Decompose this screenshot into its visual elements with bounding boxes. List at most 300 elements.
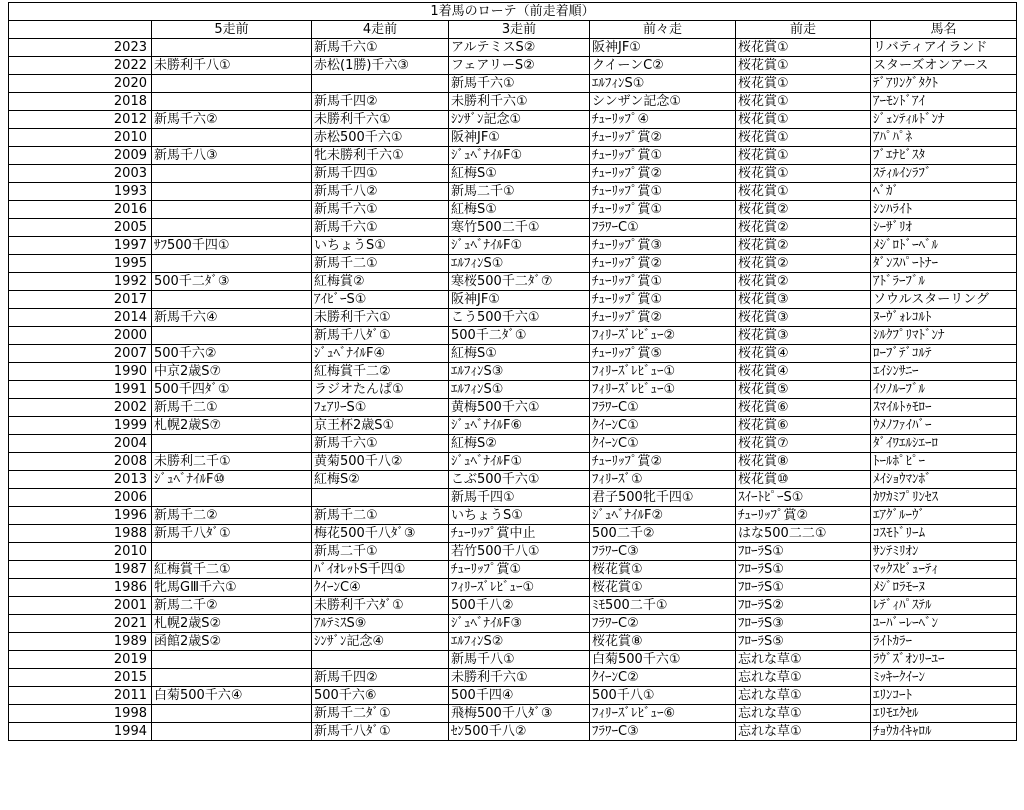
- race-4-cell[interactable]: 新馬二千①: [312, 543, 449, 561]
- race-3-cell[interactable]: 阪神JF①: [449, 129, 590, 147]
- horse-name-cell[interactable]: ﾁｮｳｶｲｷｬﾛﾙ: [871, 723, 1017, 741]
- race-5-cell[interactable]: 新馬千二②: [152, 507, 312, 525]
- horse-name-cell[interactable]: ﾃﾞｱﾘﾝｸﾞﾀｸﾄ: [871, 75, 1017, 93]
- race-3-cell[interactable]: 紅梅S①: [449, 345, 590, 363]
- race-4-cell[interactable]: 新馬千八ﾀﾞ①: [312, 327, 449, 345]
- race-5-cell[interactable]: 札幌2歳S⑦: [152, 417, 312, 435]
- race-1-cell[interactable]: 桜花賞⑥: [736, 417, 871, 435]
- race-4-cell[interactable]: 新馬千六①: [312, 39, 449, 57]
- year-cell[interactable]: 1991: [9, 381, 152, 399]
- table-row: [9, 363, 1017, 381]
- race-3-cell[interactable]: ｴﾙﾌｨﾝS①: [449, 255, 590, 273]
- table-row: [9, 453, 1017, 471]
- horse-name-cell[interactable]: ｲｿﾉﾙｰﾌﾞﾙ: [871, 381, 1017, 399]
- table-row: [9, 111, 1017, 129]
- race-5-before-header[interactable]: 5走前: [152, 21, 312, 39]
- horse-name-cell[interactable]: ｴﾘﾓｴｸｾﾙ: [871, 705, 1017, 723]
- year-cell[interactable]: 2017: [9, 291, 152, 309]
- race-3-cell[interactable]: ｼﾞｭﾍﾞﾅｲﾙF①: [449, 237, 590, 255]
- race-4-cell[interactable]: [312, 489, 449, 507]
- race-5-cell[interactable]: ｼﾞｭﾍﾞﾅｲﾙF⑩: [152, 471, 312, 489]
- race-1-cell[interactable]: 桜花賞⑤: [736, 381, 871, 399]
- race-1-cell[interactable]: ﾌﾛｰﾗS①: [736, 543, 871, 561]
- horse-name-cell[interactable]: ﾏｯｸｽﾋﾞｭｰﾃｨ: [871, 561, 1017, 579]
- race-1-cell[interactable]: ﾌﾛｰﾗS①: [736, 579, 871, 597]
- race-1-cell[interactable]: 忘れな草①: [736, 651, 871, 669]
- race-4-cell[interactable]: 黄菊500千八②: [312, 453, 449, 471]
- race-1-cell[interactable]: 桜花賞①: [736, 183, 871, 201]
- race-2-cell[interactable]: ﾌﾗﾜｰC②: [590, 615, 736, 633]
- year-cell[interactable]: 2000: [9, 327, 152, 345]
- race-4-cell[interactable]: 新馬千二①: [312, 507, 449, 525]
- horse-name-cell[interactable]: ｼﾞｪﾝﾃｨﾙﾄﾞﾝﾅ: [871, 111, 1017, 129]
- race-3-cell[interactable]: いちょうS①: [449, 507, 590, 525]
- race-1-cell[interactable]: ﾌﾛｰﾗS①: [736, 561, 871, 579]
- race-4-cell[interactable]: 新馬千八②: [312, 183, 449, 201]
- race-1-cell[interactable]: ﾌﾛｰﾗS②: [736, 597, 871, 615]
- race-2-cell[interactable]: ﾁｭｰﾘｯﾌﾟ賞②: [590, 255, 736, 273]
- race-3-cell[interactable]: 紅梅S②: [449, 435, 590, 453]
- race-2-cell[interactable]: 君子500牝千四①: [590, 489, 736, 507]
- year-cell[interactable]: 1989: [9, 633, 152, 651]
- race-2-cell[interactable]: ｸｲｰﾝC①: [590, 435, 736, 453]
- table-row: [9, 93, 1017, 111]
- race-1-cell[interactable]: 桜花賞③: [736, 291, 871, 309]
- race-1-cell[interactable]: 桜花賞⑦: [736, 435, 871, 453]
- race-2-cell[interactable]: ﾁｭｰﾘｯﾌﾟ賞②: [590, 453, 736, 471]
- race-3-cell[interactable]: こぶ500千六①: [449, 471, 590, 489]
- race-4-cell[interactable]: 梅花500千八ﾀﾞ③: [312, 525, 449, 543]
- year-cell[interactable]: 1993: [9, 183, 152, 201]
- year-cell[interactable]: 2009: [9, 147, 152, 165]
- race-1-cell[interactable]: ﾁｭｰﾘｯﾌﾟ賞②: [736, 507, 871, 525]
- race-4-cell[interactable]: 500千六⑥: [312, 687, 449, 705]
- year-cell[interactable]: 2001: [9, 597, 152, 615]
- horse-name-cell[interactable]: ｳﾒﾉﾌｧｲﾊﾞｰ: [871, 417, 1017, 435]
- race-5-cell[interactable]: 500千二ﾀﾞ③: [152, 273, 312, 291]
- race-5-cell[interactable]: [152, 183, 312, 201]
- race-2-cell[interactable]: 桜花賞①: [590, 579, 736, 597]
- race-5-cell[interactable]: [152, 669, 312, 687]
- race-3-cell[interactable]: 飛梅500千八ﾀﾞ③: [449, 705, 590, 723]
- race-1-cell[interactable]: はな500二二①: [736, 525, 871, 543]
- race-2-cell[interactable]: ﾁｭｰﾘｯﾌﾟ賞③: [590, 237, 736, 255]
- race-3-cell[interactable]: 500千四④: [449, 687, 590, 705]
- race-4-cell[interactable]: ｼﾝｻﾞﾝ記念④: [312, 633, 449, 651]
- year-cell[interactable]: 1987: [9, 561, 152, 579]
- year-cell[interactable]: 2006: [9, 489, 152, 507]
- table-row: [9, 309, 1017, 327]
- race-3-cell[interactable]: アルテミスS②: [449, 39, 590, 57]
- table-row: [9, 651, 1017, 669]
- table-row: [9, 417, 1017, 435]
- table-row: [9, 147, 1017, 165]
- race-5-cell[interactable]: [152, 723, 312, 741]
- year-cell[interactable]: 1994: [9, 723, 152, 741]
- year-cell[interactable]: 2013: [9, 471, 152, 489]
- race-5-cell[interactable]: [152, 129, 312, 147]
- year-cell[interactable]: 2005: [9, 219, 152, 237]
- race-3-cell[interactable]: 未勝利千六①: [449, 669, 590, 687]
- horse-name-cell[interactable]: ｽﾏｲﾙﾄｩﾓﾛｰ: [871, 399, 1017, 417]
- horse-name-cell[interactable]: ﾄｰﾙﾎﾟﾋﾟｰ: [871, 453, 1017, 471]
- race-4-cell[interactable]: 新馬千六①: [312, 201, 449, 219]
- race-4-cell[interactable]: 京王杯2歳S①: [312, 417, 449, 435]
- race-5-cell[interactable]: 札幌2歳S②: [152, 615, 312, 633]
- race-5-cell[interactable]: [152, 39, 312, 57]
- race-2-cell[interactable]: ﾁｭｰﾘｯﾌﾟ賞②: [590, 129, 736, 147]
- year-cell[interactable]: 2011: [9, 687, 152, 705]
- race-5-cell[interactable]: 未勝利二千①: [152, 453, 312, 471]
- race-2-cell[interactable]: 白菊500千六①: [590, 651, 736, 669]
- year-cell[interactable]: 2019: [9, 651, 152, 669]
- race-1-cell[interactable]: 桜花賞②: [736, 219, 871, 237]
- race-1-cell[interactable]: 桜花賞②: [736, 255, 871, 273]
- year-cell[interactable]: 2014: [9, 309, 152, 327]
- race-1-cell[interactable]: 桜花賞②: [736, 201, 871, 219]
- race-4-cell[interactable]: ﾊﾞｲｵﾚｯﾄS千四①: [312, 561, 449, 579]
- horse-name-cell[interactable]: ﾌﾞｴﾅﾋﾞｽﾀ: [871, 147, 1017, 165]
- race-2-cell[interactable]: 500二千②: [590, 525, 736, 543]
- race-2-cell[interactable]: 500千八①: [590, 687, 736, 705]
- race-1-cell[interactable]: 桜花賞⑧: [736, 453, 871, 471]
- horse-name-cell[interactable]: ﾚﾃﾞｨﾊﾟｽﾃﾙ: [871, 597, 1017, 615]
- race-3-cell[interactable]: ｴﾙﾌｨﾝS②: [449, 633, 590, 651]
- horse-name-cell[interactable]: ﾍﾞｶﾞ: [871, 183, 1017, 201]
- year-cell[interactable]: 2020: [9, 75, 152, 93]
- race-2-cell[interactable]: ｸｲｰﾝC②: [590, 669, 736, 687]
- race-3-cell[interactable]: ｼﾞｭﾍﾞﾅｲﾙF①: [449, 453, 590, 471]
- race-3-cell[interactable]: 新馬千四①: [449, 489, 590, 507]
- year-cell[interactable]: 2008: [9, 453, 152, 471]
- horse-name-cell[interactable]: ﾕｰﾊﾞｰﾚｰﾍﾞﾝ: [871, 615, 1017, 633]
- race-1-cell[interactable]: 桜花賞③: [736, 309, 871, 327]
- race-4-cell[interactable]: 紅梅賞千二②: [312, 363, 449, 381]
- year-cell[interactable]: 2007: [9, 345, 152, 363]
- horse-name-cell[interactable]: ﾗｳﾞｽﾞｵﾝﾘｰﾕｰ: [871, 651, 1017, 669]
- year-cell[interactable]: 2002: [9, 399, 152, 417]
- race-5-cell[interactable]: 新馬千八ﾀﾞ①: [152, 525, 312, 543]
- race-2-cell[interactable]: ﾌｨﾘｰｽﾞﾚﾋﾞｭｰ①: [590, 363, 736, 381]
- horse-name-cell[interactable]: ﾒｼﾞﾛﾗﾓｰﾇ: [871, 579, 1017, 597]
- race-2-cell[interactable]: ｸｲｰﾝC①: [590, 417, 736, 435]
- race-4-cell[interactable]: ﾌｪｱﾘｰS①: [312, 399, 449, 417]
- race-3-cell[interactable]: ｼﾞｭﾍﾞﾅｲﾙF①: [449, 147, 590, 165]
- race-5-cell[interactable]: 新馬千六④: [152, 309, 312, 327]
- table-row: [9, 201, 1017, 219]
- horse-name-cell[interactable]: ｱｰﾓﾝﾄﾞｱｲ: [871, 93, 1017, 111]
- race-5-cell[interactable]: [152, 291, 312, 309]
- table-row: [9, 597, 1017, 615]
- year-cell[interactable]: 1996: [9, 507, 152, 525]
- race-1-cell[interactable]: 桜花賞④: [736, 345, 871, 363]
- race-4-cell[interactable]: 未勝利千六①: [312, 111, 449, 129]
- race-4-cell[interactable]: 未勝利千六ﾀﾞ①: [312, 597, 449, 615]
- horse-name-cell[interactable]: ｱﾄﾞﾗｰﾌﾞﾙ: [871, 273, 1017, 291]
- table-row: [9, 75, 1017, 93]
- race-5-cell[interactable]: 500千四ﾀﾞ①: [152, 381, 312, 399]
- race-3-before-header[interactable]: 3走前: [449, 21, 590, 39]
- race-3-cell[interactable]: ﾌｨﾘｰｽﾞﾚﾋﾞｭｰ①: [449, 579, 590, 597]
- horse-name-cell[interactable]: リバティアイランド: [871, 39, 1017, 57]
- race-1-before-header[interactable]: 前走: [736, 21, 871, 39]
- race-4-cell[interactable]: 新馬千四②: [312, 93, 449, 111]
- year-cell[interactable]: 2012: [9, 111, 152, 129]
- year-cell[interactable]: 1986: [9, 579, 152, 597]
- horse-name-cell[interactable]: ｺｽﾓﾄﾞﾘｰﾑ: [871, 525, 1017, 543]
- horse-name-cell[interactable]: ｴﾘﾝｺｰﾄ: [871, 687, 1017, 705]
- race-3-cell[interactable]: ｼﾞｭﾍﾞﾅｲﾙF⑥: [449, 417, 590, 435]
- race-4-cell[interactable]: [312, 75, 449, 93]
- race-5-cell[interactable]: 函館2歳S②: [152, 633, 312, 651]
- race-3-cell[interactable]: ｴﾙﾌｨﾝS①: [449, 381, 590, 399]
- race-3-cell[interactable]: 若竹500千八①: [449, 543, 590, 561]
- year-cell[interactable]: 2004: [9, 435, 152, 453]
- race-5-cell[interactable]: 新馬千二①: [152, 399, 312, 417]
- horse-name-cell[interactable]: ﾛｰﾌﾞﾃﾞｺﾙﾃ: [871, 345, 1017, 363]
- horse-name-cell[interactable]: ﾀﾞｲﾜｴﾙｼｴｰﾛ: [871, 435, 1017, 453]
- horse-name-cell[interactable]: ﾐｯｷｰｸｲｰﾝ: [871, 669, 1017, 687]
- race-1-cell[interactable]: 桜花賞①: [736, 165, 871, 183]
- race-4-cell[interactable]: 紅梅S②: [312, 471, 449, 489]
- horse-name-cell[interactable]: ﾒｲｼｮｳﾏﾝﾎﾞ: [871, 471, 1017, 489]
- race-5-cell[interactable]: [152, 327, 312, 345]
- race-2-cell[interactable]: ﾌｨﾘｰｽﾞﾚﾋﾞｭｰ②: [590, 327, 736, 345]
- table-row: [9, 687, 1017, 705]
- year-cell[interactable]: 2021: [9, 615, 152, 633]
- race-1-cell[interactable]: 桜花賞①: [736, 111, 871, 129]
- race-2-cell[interactable]: ﾁｭｰﾘｯﾌﾟ賞①: [590, 201, 736, 219]
- race-3-cell[interactable]: 未勝利千六①: [449, 93, 590, 111]
- race-4-cell[interactable]: いちょうS①: [312, 237, 449, 255]
- race-5-cell[interactable]: [152, 651, 312, 669]
- race-4-cell[interactable]: 新馬千六①: [312, 219, 449, 237]
- race-3-cell[interactable]: 紅梅S①: [449, 201, 590, 219]
- race-1-cell[interactable]: 桜花賞①: [736, 57, 871, 75]
- race-5-cell[interactable]: [152, 543, 312, 561]
- race-3-cell[interactable]: ｴﾙﾌｨﾝS③: [449, 363, 590, 381]
- race-1-cell[interactable]: ﾌﾛｰﾗS③: [736, 615, 871, 633]
- race-3-cell[interactable]: 阪神JF①: [449, 291, 590, 309]
- race-5-cell[interactable]: [152, 705, 312, 723]
- race-5-cell[interactable]: 白菊500千六④: [152, 687, 312, 705]
- horse-name-cell[interactable]: ｴｲｼﾝｻﾆｰ: [871, 363, 1017, 381]
- race-3-cell[interactable]: ﾁｭｰﾘｯﾌﾟ賞中止: [449, 525, 590, 543]
- race-1-cell[interactable]: ｽｲｰﾄﾋﾟｰS①: [736, 489, 871, 507]
- horse-name-cell[interactable]: ｱﾊﾟﾊﾟﾈ: [871, 129, 1017, 147]
- race-1-cell[interactable]: 桜花賞④: [736, 363, 871, 381]
- year-cell[interactable]: 1995: [9, 255, 152, 273]
- horse-name-cell[interactable]: ﾇｰｳﾞｫﾚｺﾙﾄ: [871, 309, 1017, 327]
- year-cell[interactable]: 2023: [9, 39, 152, 57]
- race-1-cell[interactable]: 忘れな草①: [736, 687, 871, 705]
- race-5-cell[interactable]: [152, 93, 312, 111]
- race-3-cell[interactable]: 黄梅500千六①: [449, 399, 590, 417]
- race-3-cell[interactable]: こう500千六①: [449, 309, 590, 327]
- race-4-cell[interactable]: 新馬千四②: [312, 669, 449, 687]
- race-3-cell[interactable]: ｼﾞｭﾍﾞﾅｲﾙF③: [449, 615, 590, 633]
- race-4-before-header[interactable]: 4走前: [312, 21, 449, 39]
- race-1-cell[interactable]: 忘れな草①: [736, 705, 871, 723]
- race-2-cell[interactable]: ﾁｭｰﾘｯﾌﾟ賞①: [590, 291, 736, 309]
- race-1-cell[interactable]: 桜花賞②: [736, 273, 871, 291]
- race-2-cell[interactable]: ﾁｭｰﾘｯﾌﾟ賞⑤: [590, 345, 736, 363]
- race-2-cell[interactable]: クイーンC②: [590, 57, 736, 75]
- year-cell[interactable]: 1997: [9, 237, 152, 255]
- race-2-cell[interactable]: ﾌｨﾘｰｽﾞﾚﾋﾞｭｰ①: [590, 381, 736, 399]
- table-row: [9, 669, 1017, 687]
- race-4-cell[interactable]: ｸｲｰﾝC④: [312, 579, 449, 597]
- race-2-cell[interactable]: ｼﾞｭﾍﾞﾅｲﾙF②: [590, 507, 736, 525]
- table-row: [9, 129, 1017, 147]
- race-5-cell[interactable]: [152, 165, 312, 183]
- race-5-cell[interactable]: [152, 75, 312, 93]
- horse-name-cell[interactable]: ｼﾙｸﾌﾟﾘﾏﾄﾞﾝﾅ: [871, 327, 1017, 345]
- race-1-cell[interactable]: 桜花賞①: [736, 93, 871, 111]
- table-row: [9, 561, 1017, 579]
- race-3-cell[interactable]: 寒竹500二千①: [449, 219, 590, 237]
- race-2-cell[interactable]: 桜花賞①: [590, 561, 736, 579]
- race-3-cell[interactable]: 新馬千六①: [449, 75, 590, 93]
- year-cell[interactable]: 1988: [9, 525, 152, 543]
- race-1-cell[interactable]: 桜花賞①: [736, 39, 871, 57]
- year-cell[interactable]: 2016: [9, 201, 152, 219]
- year-cell[interactable]: 2022: [9, 57, 152, 75]
- race-2-cell[interactable]: ﾌﾗﾜｰC③: [590, 723, 736, 741]
- race-5-cell[interactable]: 中京2歳S⑦: [152, 363, 312, 381]
- table-row: [9, 615, 1017, 633]
- year-header[interactable]: [9, 21, 152, 39]
- race-2-cell[interactable]: ﾁｭｰﾘｯﾌﾟ④: [590, 111, 736, 129]
- race-5-cell[interactable]: 牝馬GⅢ千六①: [152, 579, 312, 597]
- race-5-cell[interactable]: [152, 489, 312, 507]
- race-1-cell[interactable]: 桜花賞②: [736, 237, 871, 255]
- race-3-cell[interactable]: 新馬千八①: [449, 651, 590, 669]
- race-1-cell[interactable]: 桜花賞③: [736, 327, 871, 345]
- race-4-cell[interactable]: 新馬千四①: [312, 165, 449, 183]
- year-cell[interactable]: 1992: [9, 273, 152, 291]
- race-2-cell[interactable]: ﾌﾗﾜｰC③: [590, 543, 736, 561]
- race-5-cell[interactable]: 新馬千八③: [152, 147, 312, 165]
- horse-name-cell[interactable]: ｼｰｻﾞﾘｵ: [871, 219, 1017, 237]
- race-2-cell[interactable]: ﾁｭｰﾘｯﾌﾟ賞②: [590, 309, 736, 327]
- race-5-cell[interactable]: 新馬二千②: [152, 597, 312, 615]
- race-3-cell[interactable]: 寒桜500千二ﾀﾞ⑦: [449, 273, 590, 291]
- race-5-cell[interactable]: [152, 255, 312, 273]
- race-2-cell[interactable]: 桜花賞⑧: [590, 633, 736, 651]
- race-4-cell[interactable]: 新馬千八ﾀﾞ①: [312, 723, 449, 741]
- header-row: [9, 21, 1017, 39]
- race-2-cell[interactable]: ﾁｭｰﾘｯﾌﾟ賞①: [590, 183, 736, 201]
- race-3-cell[interactable]: ｾﾝ500千八②: [449, 723, 590, 741]
- race-1-cell[interactable]: 桜花賞①: [736, 147, 871, 165]
- race-3-cell[interactable]: 500千二ﾀﾞ①: [449, 327, 590, 345]
- horse-name-cell[interactable]: ﾀﾞﾝｽﾊﾟｰﾄﾅｰ: [871, 255, 1017, 273]
- horse-name-cell[interactable]: ｼﾝﾊﾗｲﾄ: [871, 201, 1017, 219]
- race-3-cell[interactable]: ｼﾝｻﾞﾝ記念①: [449, 111, 590, 129]
- race-4-cell[interactable]: [312, 651, 449, 669]
- race-2-cell[interactable]: ﾌﾗﾜｰC①: [590, 399, 736, 417]
- horse-name-header[interactable]: 馬名: [871, 21, 1017, 39]
- race-2-cell[interactable]: ﾌﾗﾜｰC①: [590, 219, 736, 237]
- race-5-cell[interactable]: 紅梅賞千二①: [152, 561, 312, 579]
- race-4-cell[interactable]: 新馬千六①: [312, 435, 449, 453]
- race-2-cell[interactable]: ﾌｨﾘｰｽﾞ①: [590, 471, 736, 489]
- year-cell[interactable]: 2010: [9, 129, 152, 147]
- race-5-cell[interactable]: [152, 201, 312, 219]
- race-3-cell[interactable]: 紅梅S①: [449, 165, 590, 183]
- year-cell[interactable]: 2018: [9, 93, 152, 111]
- race-1-cell[interactable]: ﾌﾛｰﾗS⑤: [736, 633, 871, 651]
- table-row: [9, 237, 1017, 255]
- race-4-cell[interactable]: 赤松(1勝)千六③: [312, 57, 449, 75]
- race-4-cell[interactable]: ｼﾞｭﾍﾞﾅｲﾙF④: [312, 345, 449, 363]
- horse-name-cell[interactable]: ﾗｲﾄｶﾗｰ: [871, 633, 1017, 651]
- race-2-cell[interactable]: シンザン記念①: [590, 93, 736, 111]
- race-2-cell[interactable]: ﾁｭｰﾘｯﾌﾟ賞②: [590, 165, 736, 183]
- race-2-cell[interactable]: ｴﾙﾌｨﾝS①: [590, 75, 736, 93]
- race-3-cell[interactable]: ﾁｭｰﾘｯﾌﾟ賞①: [449, 561, 590, 579]
- race-2-cell[interactable]: ﾁｭｰﾘｯﾌﾟ賞①: [590, 147, 736, 165]
- race-1-cell[interactable]: 桜花賞①: [736, 75, 871, 93]
- race-1-cell[interactable]: 桜花賞⑥: [736, 399, 871, 417]
- horse-name-cell[interactable]: ﾒｼﾞﾛﾄﾞｰﾍﾞﾙ: [871, 237, 1017, 255]
- race-3-cell[interactable]: 500千八②: [449, 597, 590, 615]
- race-5-cell[interactable]: [152, 219, 312, 237]
- race-4-cell[interactable]: 新馬千二ﾀﾞ①: [312, 705, 449, 723]
- race-4-cell[interactable]: 未勝利千六①: [312, 309, 449, 327]
- year-cell[interactable]: 1998: [9, 705, 152, 723]
- year-cell[interactable]: 1990: [9, 363, 152, 381]
- race-2-before-header[interactable]: 前々走: [590, 21, 736, 39]
- year-cell[interactable]: 2010: [9, 543, 152, 561]
- race-5-cell[interactable]: 新馬千六②: [152, 111, 312, 129]
- race-2-cell[interactable]: ﾌｨﾘｰｽﾞﾚﾋﾞｭｰ⑥: [590, 705, 736, 723]
- horse-name-cell[interactable]: ｴｱｸﾞﾙｰｳﾞ: [871, 507, 1017, 525]
- race-4-cell[interactable]: ラジオたんぱ①: [312, 381, 449, 399]
- race-1-cell[interactable]: 桜花賞⑩: [736, 471, 871, 489]
- race-1-cell[interactable]: 桜花賞①: [736, 129, 871, 147]
- table-row: [9, 723, 1017, 741]
- year-cell[interactable]: 1999: [9, 417, 152, 435]
- race-5-cell[interactable]: ｻﾌ500千四①: [152, 237, 312, 255]
- race-2-cell[interactable]: ﾁｭｰﾘｯﾌﾟ賞①: [590, 273, 736, 291]
- horse-name-cell[interactable]: スターズオンアース: [871, 57, 1017, 75]
- horse-name-cell[interactable]: ソウルスターリング: [871, 291, 1017, 309]
- year-cell[interactable]: 2003: [9, 165, 152, 183]
- race-3-cell[interactable]: 新馬二千①: [449, 183, 590, 201]
- horse-name-cell[interactable]: ｶﾜｶﾐﾌﾟﾘﾝｾｽ: [871, 489, 1017, 507]
- horse-name-cell[interactable]: ｻﾝﾃﾐﾘｵﾝ: [871, 543, 1017, 561]
- race-4-cell[interactable]: 紅梅賞②: [312, 273, 449, 291]
- table-row: [9, 291, 1017, 309]
- race-5-cell[interactable]: 500千六②: [152, 345, 312, 363]
- race-4-cell[interactable]: ｱｲﾋﾞｰS①: [312, 291, 449, 309]
- race-4-cell[interactable]: ｱﾙﾃﾐｽS⑨: [312, 615, 449, 633]
- race-4-cell[interactable]: 牝未勝利千六①: [312, 147, 449, 165]
- year-cell[interactable]: 2015: [9, 669, 152, 687]
- race-3-cell[interactable]: フェアリーS②: [449, 57, 590, 75]
- horse-name-cell[interactable]: ｽﾃｨﾙｲﾝﾗﾌﾞ: [871, 165, 1017, 183]
- race-5-cell[interactable]: [152, 435, 312, 453]
- race-2-cell[interactable]: ﾐﾓ500二千①: [590, 597, 736, 615]
- race-5-cell[interactable]: 未勝利千八①: [152, 57, 312, 75]
- race-1-cell[interactable]: 忘れな草①: [736, 723, 871, 741]
- race-1-cell[interactable]: 忘れな草①: [736, 669, 871, 687]
- race-4-cell[interactable]: 赤松500千六①: [312, 129, 449, 147]
- race-2-cell[interactable]: 阪神JF①: [590, 39, 736, 57]
- race-4-cell[interactable]: 新馬千二①: [312, 255, 449, 273]
